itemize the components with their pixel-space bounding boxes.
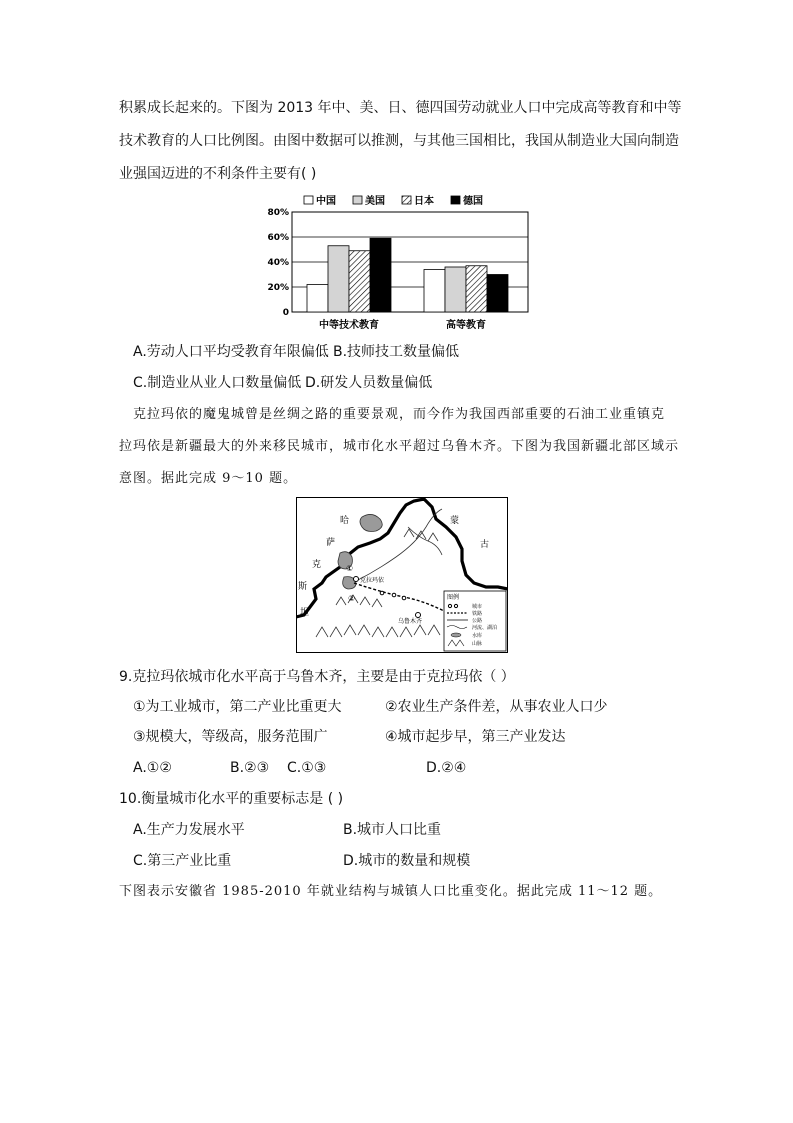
q9-option-d: D.②④ bbox=[426, 760, 467, 776]
y-tick-label: 20% bbox=[267, 283, 289, 293]
q8-option-a: A.劳动人口平均受教育年限偏低 bbox=[133, 344, 329, 360]
map-marker-2: ② bbox=[348, 594, 356, 603]
city-karamay-marker bbox=[354, 577, 359, 582]
legend-label: 德国 bbox=[463, 196, 483, 207]
y-tick-label: 0 bbox=[282, 308, 289, 318]
city-marker bbox=[402, 596, 406, 600]
map-legend-item: 公路 bbox=[472, 618, 483, 624]
map-legend-title: 图例 bbox=[447, 594, 460, 601]
map-legend-item: 铁路 bbox=[472, 611, 483, 617]
q9-statement-2: ②农业生产条件差，从事农业人口少 bbox=[385, 699, 608, 715]
paragraph-line: 拉玛依是新疆最大的外来移民城市，城市化水平超过乌鲁木齐。下图为我国新疆北部区域示 bbox=[119, 439, 680, 454]
paragraph-line: 积累成长起来的。下图为 2013 年中、美、日、德四国劳动就业人口中完成高等教育和中等 bbox=[119, 100, 682, 116]
q9-statement-3: ③规模大，等级高，服务范围广 bbox=[133, 729, 328, 745]
map-label: 哈 bbox=[340, 516, 350, 526]
legend-label: 日本 bbox=[414, 196, 434, 207]
y-tick-label: 60% bbox=[267, 233, 289, 243]
chart-bars bbox=[307, 238, 508, 312]
city-marker bbox=[392, 593, 396, 597]
question-9-stem: 9.克拉玛依城市化水平高于乌鲁木齐，主要是由于克拉玛依（ ） bbox=[119, 669, 515, 685]
q9-option-b: B.②③ bbox=[230, 760, 270, 776]
legend-swatch bbox=[353, 196, 362, 204]
question-8-stem: 业强国迈进的不利条件主要有( ) bbox=[119, 166, 317, 182]
q10-option-b: B.城市人口比重 bbox=[343, 822, 442, 838]
legend-swatch bbox=[451, 196, 460, 204]
map-marker-1: ① bbox=[346, 564, 354, 573]
bar bbox=[487, 275, 508, 313]
legend-swatch bbox=[304, 196, 313, 204]
y-tick-label: 80% bbox=[267, 208, 289, 218]
map-label: 坦 bbox=[300, 608, 310, 618]
map-legend-item: 河流、湖泊 bbox=[472, 625, 498, 631]
map-legend bbox=[444, 591, 506, 651]
paragraph-line: 技术教育的人口比例图。由图中数据可以推测，与其他三国相比，我国从制造业大国向制造 bbox=[119, 133, 679, 149]
map-label-karamay: 克拉玛依 bbox=[360, 577, 385, 584]
question-10-stem: 10.衡量城市化水平的重要标志是 ( ) bbox=[119, 791, 344, 807]
q9-statement-4: ④城市起步早，第三产业发达 bbox=[385, 729, 566, 745]
q8-option-d: D.研发人员数量偏低 bbox=[305, 375, 433, 391]
x-category-label: 高等教育 bbox=[446, 320, 486, 331]
map-label: 蒙 bbox=[450, 516, 460, 526]
city-marker bbox=[380, 591, 384, 595]
q10-option-a: A.生产力发展水平 bbox=[133, 822, 245, 838]
q9-statement-1: ①为工业城市，第二产业比重更大 bbox=[133, 699, 342, 715]
legend-label: 美国 bbox=[365, 196, 385, 207]
q9-option-a: A.①② bbox=[133, 760, 172, 776]
xinjiang-map bbox=[296, 497, 508, 653]
city-urumqi-marker bbox=[416, 613, 421, 618]
bar bbox=[307, 285, 328, 313]
y-tick-label: 40% bbox=[267, 258, 289, 268]
chart-legend bbox=[304, 194, 483, 207]
bar bbox=[445, 267, 466, 312]
q8-option-b: B.技师技工数量偏低 bbox=[333, 344, 460, 360]
legend-label: 中国 bbox=[316, 196, 336, 207]
map-label: 斯 bbox=[298, 582, 308, 592]
bar bbox=[424, 270, 445, 313]
map-legend-item: 城市 bbox=[472, 604, 483, 610]
map-label: 萨 bbox=[326, 538, 336, 548]
bar bbox=[466, 266, 487, 312]
map-legend-item: 水库 bbox=[472, 633, 483, 639]
q8-option-c: C.制造业从业人口数量偏低 bbox=[133, 375, 302, 391]
legend-swatch bbox=[402, 196, 411, 204]
education-bar-chart bbox=[262, 190, 532, 332]
map-legend-item: 山脉 bbox=[472, 641, 483, 647]
map-label: 克 bbox=[312, 560, 322, 570]
paragraph-line: 克拉玛依的魔鬼城曾是丝绸之路的重要景观，而今作为我国西部重要的石油工业重镇克 bbox=[133, 407, 666, 422]
q10-option-d: D.城市的数量和规模 bbox=[343, 853, 471, 869]
paragraph-line: 下图表示安徽省 1985-2010 年就业结构与城镇人口比重变化。据此完成 11～12 题。 bbox=[119, 884, 663, 899]
map-label: 古 bbox=[480, 540, 490, 550]
paragraph-line: 意图。据此完成 9～10 题。 bbox=[119, 471, 298, 486]
bar bbox=[370, 238, 391, 312]
x-category-label: 中等技术教育 bbox=[319, 320, 379, 331]
q9-option-c: C.①③ bbox=[287, 760, 327, 776]
map-label-urumqi: 乌鲁木齐 bbox=[398, 618, 423, 625]
bar bbox=[328, 246, 349, 312]
q10-option-c: C.第三产业比重 bbox=[133, 853, 232, 869]
bar bbox=[349, 251, 370, 312]
